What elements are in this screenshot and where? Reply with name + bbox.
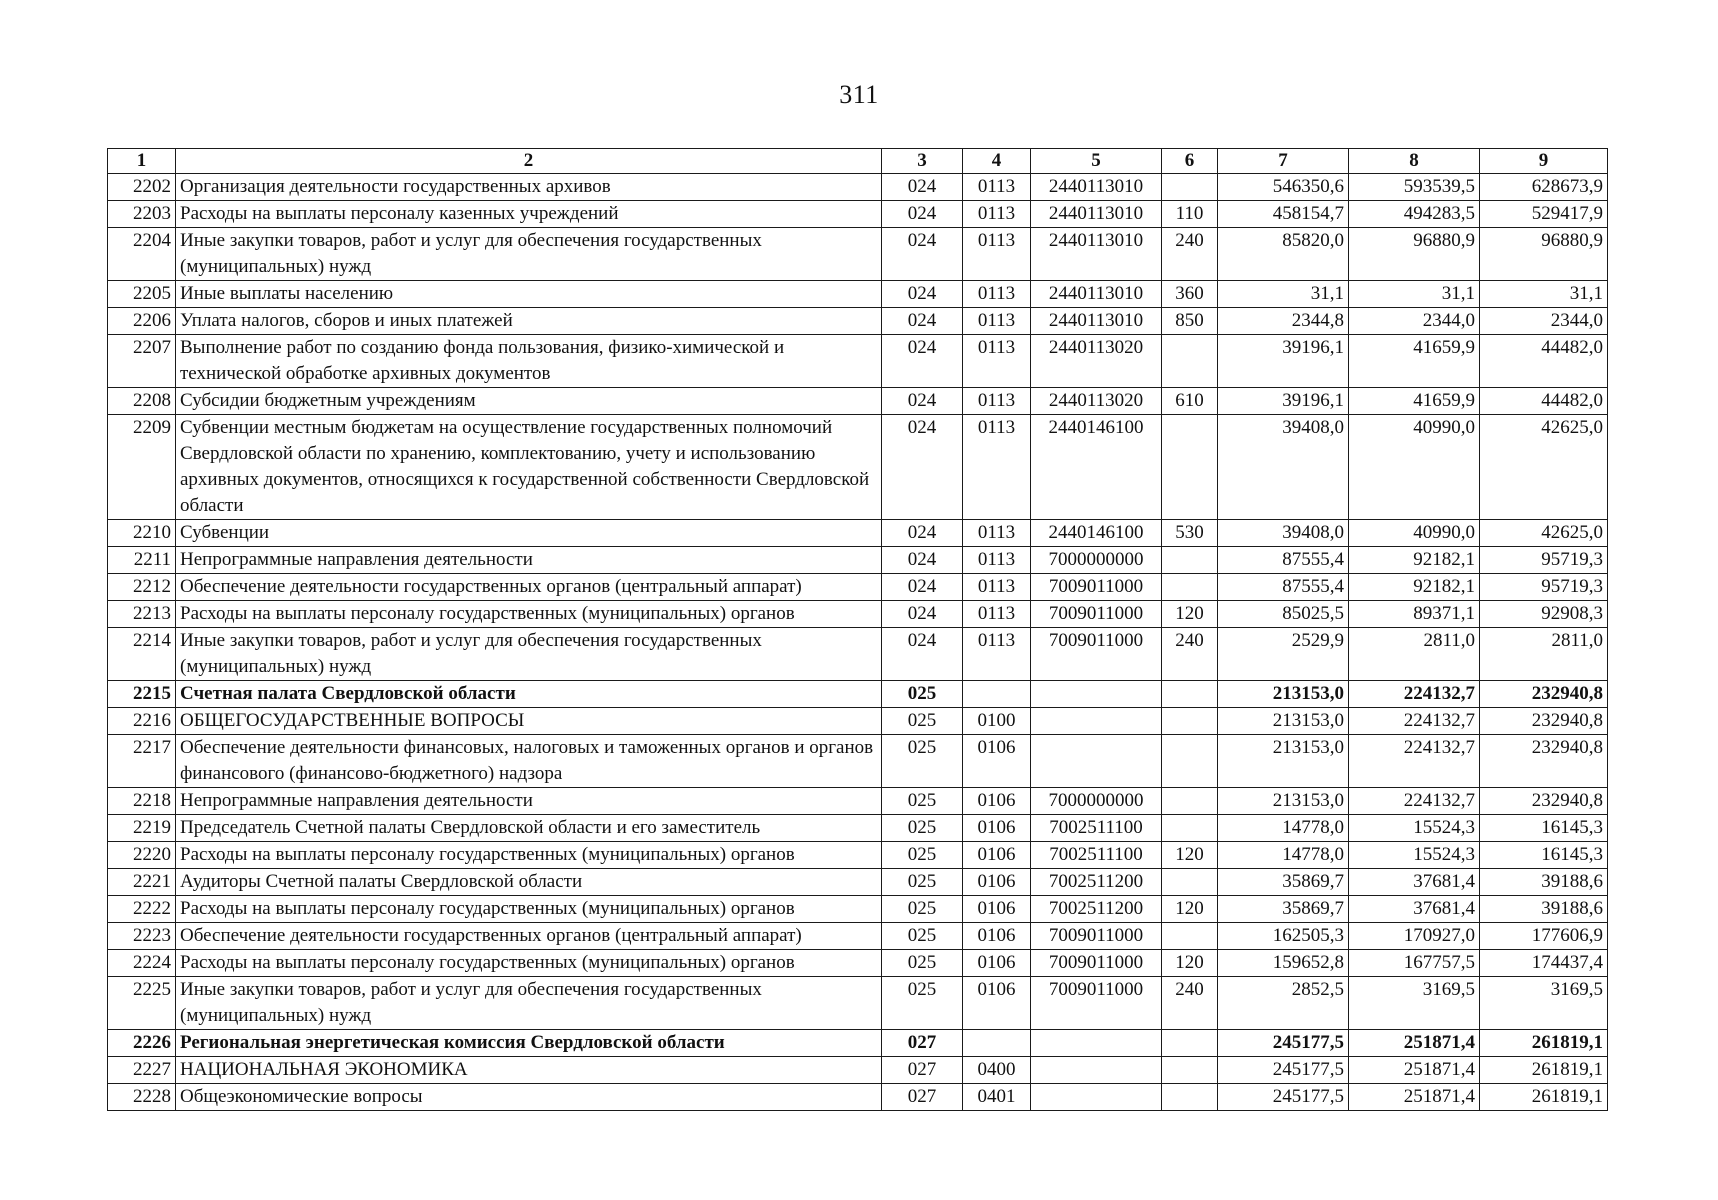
expense-type-code: 610 <box>1162 388 1218 415</box>
ministry-code: 027 <box>882 1084 963 1111</box>
amount-col-7: 213153,0 <box>1218 681 1349 708</box>
amount-col-8: 2344,0 <box>1349 308 1480 335</box>
expense-type-code <box>1162 1084 1218 1111</box>
row-description: Обеспечение деятельности финансовых, налоговых и таможенных органов и органов финансового (финансово-бюджетного) надзора <box>176 735 882 788</box>
row-number: 2225 <box>108 977 176 1030</box>
expense-type-code <box>1162 788 1218 815</box>
expense-type-code: 240 <box>1162 628 1218 681</box>
section-code <box>963 681 1031 708</box>
expense-type-code: 120 <box>1162 896 1218 923</box>
expense-type-code <box>1162 1030 1218 1057</box>
row-number: 2217 <box>108 735 176 788</box>
row-description: Счетная палата Свердловской области <box>176 681 882 708</box>
table-row <box>108 788 1608 815</box>
table-row <box>108 923 1608 950</box>
target-article-code: 2440113010 <box>1031 228 1162 281</box>
row-number: 2202 <box>108 174 176 201</box>
target-article-code: 2440113010 <box>1031 281 1162 308</box>
row-description: ОБЩЕГОСУДАРСТВЕННЫЕ ВОПРОСЫ <box>176 708 882 735</box>
column-header: 4 <box>963 149 1031 174</box>
expense-type-code <box>1162 681 1218 708</box>
expense-type-code: 120 <box>1162 601 1218 628</box>
amount-col-9: 16145,3 <box>1480 842 1608 869</box>
amount-col-7: 245177,5 <box>1218 1057 1349 1084</box>
amount-col-8: 96880,9 <box>1349 228 1480 281</box>
expense-type-code: 120 <box>1162 842 1218 869</box>
ministry-code: 027 <box>882 1030 963 1057</box>
ministry-code: 025 <box>882 815 963 842</box>
table-row <box>108 174 1608 201</box>
section-code: 0106 <box>963 815 1031 842</box>
row-number: 2208 <box>108 388 176 415</box>
amount-col-9: 31,1 <box>1480 281 1608 308</box>
target-article-code <box>1031 681 1162 708</box>
row-description: Аудиторы Счетной палаты Свердловской области <box>176 869 882 896</box>
table-row <box>108 574 1608 601</box>
row-description: Расходы на выплаты персоналу государственных (муниципальных) органов <box>176 601 882 628</box>
amount-col-8: 31,1 <box>1349 281 1480 308</box>
target-article-code: 7002511100 <box>1031 842 1162 869</box>
column-header: 5 <box>1031 149 1162 174</box>
row-description: Субвенции местным бюджетам на осуществление государственных полномочий Свердловской области по хранению, комплектованию, учету и использованию архивных документов, относящихся к государственной собственности Свердловской области <box>176 415 882 520</box>
amount-col-7: 35869,7 <box>1218 896 1349 923</box>
expense-type-code: 360 <box>1162 281 1218 308</box>
row-number: 2215 <box>108 681 176 708</box>
row-number: 2224 <box>108 950 176 977</box>
ministry-code: 025 <box>882 923 963 950</box>
amount-col-9: 3169,5 <box>1480 977 1608 1030</box>
row-description: Субсидии бюджетным учреждениям <box>176 388 882 415</box>
ministry-code: 025 <box>882 708 963 735</box>
amount-col-7: 85025,5 <box>1218 601 1349 628</box>
amount-col-9: 96880,9 <box>1480 228 1608 281</box>
budget-table <box>107 148 1608 1111</box>
amount-col-9: 16145,3 <box>1480 815 1608 842</box>
table-row <box>108 735 1608 788</box>
section-code: 0106 <box>963 923 1031 950</box>
row-number: 2207 <box>108 335 176 388</box>
section-code: 0113 <box>963 520 1031 547</box>
ministry-code: 024 <box>882 281 963 308</box>
target-article-code: 7009011000 <box>1031 628 1162 681</box>
section-code: 0106 <box>963 977 1031 1030</box>
table-row <box>108 201 1608 228</box>
ministry-code: 025 <box>882 869 963 896</box>
table-row <box>108 815 1608 842</box>
ministry-code: 025 <box>882 681 963 708</box>
ministry-code: 024 <box>882 601 963 628</box>
ministry-code: 024 <box>882 520 963 547</box>
section-code: 0113 <box>963 574 1031 601</box>
amount-col-9: 44482,0 <box>1480 388 1608 415</box>
row-description: Иные закупки товаров, работ и услуг для обеспечения государственных (муниципальных) нужд <box>176 977 882 1030</box>
ministry-code: 025 <box>882 950 963 977</box>
amount-col-9: 95719,3 <box>1480 574 1608 601</box>
row-number: 2228 <box>108 1084 176 1111</box>
target-article-code: 2440113010 <box>1031 174 1162 201</box>
ministry-code: 025 <box>882 788 963 815</box>
amount-col-7: 14778,0 <box>1218 815 1349 842</box>
section-code: 0113 <box>963 308 1031 335</box>
table-row <box>108 228 1608 281</box>
section-code: 0401 <box>963 1084 1031 1111</box>
amount-col-9: 261819,1 <box>1480 1057 1608 1084</box>
amount-col-9: 39188,6 <box>1480 869 1608 896</box>
column-header: 1 <box>108 149 176 174</box>
table-row <box>108 388 1608 415</box>
amount-col-7: 14778,0 <box>1218 842 1349 869</box>
amount-col-7: 2344,8 <box>1218 308 1349 335</box>
ministry-code: 025 <box>882 842 963 869</box>
expense-type-code <box>1162 335 1218 388</box>
amount-col-8: 40990,0 <box>1349 520 1480 547</box>
column-header: 7 <box>1218 149 1349 174</box>
section-code: 0106 <box>963 842 1031 869</box>
amount-col-9: 529417,9 <box>1480 201 1608 228</box>
row-number: 2220 <box>108 842 176 869</box>
amount-col-7: 35869,7 <box>1218 869 1349 896</box>
amount-col-8: 251871,4 <box>1349 1084 1480 1111</box>
ministry-code: 024 <box>882 574 963 601</box>
amount-col-8: 224132,7 <box>1349 708 1480 735</box>
table-row <box>108 950 1608 977</box>
expense-type-code <box>1162 415 1218 520</box>
amount-col-8: 167757,5 <box>1349 950 1480 977</box>
amount-col-9: 261819,1 <box>1480 1084 1608 1111</box>
target-article-code: 2440146100 <box>1031 415 1162 520</box>
amount-col-9: 44482,0 <box>1480 335 1608 388</box>
section-code: 0113 <box>963 335 1031 388</box>
row-description: Обеспечение деятельности государственных органов (центральный аппарат) <box>176 574 882 601</box>
section-code <box>963 1030 1031 1057</box>
ministry-code: 024 <box>882 228 963 281</box>
row-number: 2227 <box>108 1057 176 1084</box>
section-code: 0113 <box>963 415 1031 520</box>
row-description: НАЦИОНАЛЬНАЯ ЭКОНОМИКА <box>176 1057 882 1084</box>
row-description: Иные выплаты населению <box>176 281 882 308</box>
expense-type-code: 850 <box>1162 308 1218 335</box>
target-article-code: 7009011000 <box>1031 950 1162 977</box>
row-number: 2212 <box>108 574 176 601</box>
row-description: Непрограммные направления деятельности <box>176 788 882 815</box>
section-code: 0113 <box>963 628 1031 681</box>
expense-type-code <box>1162 1057 1218 1084</box>
ministry-code: 024 <box>882 415 963 520</box>
table-row <box>108 896 1608 923</box>
page-number: 311 <box>839 80 879 109</box>
expense-type-code <box>1162 735 1218 788</box>
table-row <box>108 308 1608 335</box>
amount-col-8: 40990,0 <box>1349 415 1480 520</box>
section-code: 0106 <box>963 788 1031 815</box>
amount-col-8: 494283,5 <box>1349 201 1480 228</box>
amount-col-9: 232940,8 <box>1480 788 1608 815</box>
amount-col-8: 15524,3 <box>1349 842 1480 869</box>
amount-col-8: 41659,9 <box>1349 388 1480 415</box>
target-article-code: 2440113010 <box>1031 308 1162 335</box>
target-article-code: 7009011000 <box>1031 601 1162 628</box>
amount-col-9: 177606,9 <box>1480 923 1608 950</box>
amount-col-9: 232940,8 <box>1480 681 1608 708</box>
expense-type-code <box>1162 708 1218 735</box>
amount-col-9: 261819,1 <box>1480 1030 1608 1057</box>
ministry-code: 025 <box>882 896 963 923</box>
table-row <box>108 628 1608 681</box>
ministry-code: 024 <box>882 174 963 201</box>
ministry-code: 027 <box>882 1057 963 1084</box>
amount-col-8: 92182,1 <box>1349 574 1480 601</box>
target-article-code: 2440113020 <box>1031 388 1162 415</box>
row-description: Организация деятельности государственных архивов <box>176 174 882 201</box>
amount-col-9: 39188,6 <box>1480 896 1608 923</box>
section-code: 0113 <box>963 547 1031 574</box>
row-number: 2203 <box>108 201 176 228</box>
target-article-code: 7000000000 <box>1031 547 1162 574</box>
row-number: 2216 <box>108 708 176 735</box>
expense-type-code <box>1162 174 1218 201</box>
section-code: 0113 <box>963 388 1031 415</box>
target-article-code <box>1031 1084 1162 1111</box>
column-header: 3 <box>882 149 963 174</box>
target-article-code: 7002511100 <box>1031 815 1162 842</box>
table-row <box>108 1030 1608 1057</box>
section-code: 0100 <box>963 708 1031 735</box>
row-description: Непрограммные направления деятельности <box>176 547 882 574</box>
row-description: Расходы на выплаты персоналу государственных (муниципальных) органов <box>176 950 882 977</box>
amount-col-8: 224132,7 <box>1349 735 1480 788</box>
header-row <box>108 149 1608 174</box>
row-description: Иные закупки товаров, работ и услуг для обеспечения государственных (муниципальных) нужд <box>176 228 882 281</box>
amount-col-7: 39196,1 <box>1218 388 1349 415</box>
amount-col-9: 2344,0 <box>1480 308 1608 335</box>
expense-type-code: 240 <box>1162 977 1218 1030</box>
target-article-code: 7000000000 <box>1031 788 1162 815</box>
section-code: 0113 <box>963 601 1031 628</box>
row-number: 2219 <box>108 815 176 842</box>
row-description: Уплата налогов, сборов и иных платежей <box>176 308 882 335</box>
expense-type-code <box>1162 869 1218 896</box>
amount-col-7: 2529,9 <box>1218 628 1349 681</box>
section-code: 0113 <box>963 228 1031 281</box>
amount-col-7: 39196,1 <box>1218 335 1349 388</box>
expense-type-code: 120 <box>1162 950 1218 977</box>
row-number: 2218 <box>108 788 176 815</box>
amount-col-8: 3169,5 <box>1349 977 1480 1030</box>
row-number: 2213 <box>108 601 176 628</box>
row-description: Председатель Счетной палаты Свердловской области и его заместитель <box>176 815 882 842</box>
table-row <box>108 1057 1608 1084</box>
row-description: Расходы на выплаты персоналу государственных (муниципальных) органов <box>176 842 882 869</box>
target-article-code: 7009011000 <box>1031 923 1162 950</box>
target-article-code <box>1031 1057 1162 1084</box>
target-article-code: 7009011000 <box>1031 574 1162 601</box>
row-number: 2204 <box>108 228 176 281</box>
table-row <box>108 681 1608 708</box>
table-row <box>108 547 1608 574</box>
amount-col-7: 39408,0 <box>1218 520 1349 547</box>
ministry-code: 024 <box>882 335 963 388</box>
table-row <box>108 335 1608 388</box>
section-code: 0106 <box>963 735 1031 788</box>
target-article-code: 7009011000 <box>1031 977 1162 1030</box>
row-number: 2221 <box>108 869 176 896</box>
section-code: 0106 <box>963 869 1031 896</box>
target-article-code: 7002511200 <box>1031 896 1162 923</box>
amount-col-8: 92182,1 <box>1349 547 1480 574</box>
row-number: 2226 <box>108 1030 176 1057</box>
amount-col-7: 213153,0 <box>1218 788 1349 815</box>
expense-type-code <box>1162 574 1218 601</box>
amount-col-7: 245177,5 <box>1218 1084 1349 1111</box>
table-row <box>108 708 1608 735</box>
column-header: 6 <box>1162 149 1218 174</box>
table-row <box>108 1084 1608 1111</box>
table-row <box>108 281 1608 308</box>
column-header: 8 <box>1349 149 1480 174</box>
amount-col-9: 42625,0 <box>1480 520 1608 547</box>
expense-type-code <box>1162 547 1218 574</box>
row-description: Общеэкономические вопросы <box>176 1084 882 1111</box>
target-article-code: 2440146100 <box>1031 520 1162 547</box>
amount-col-7: 87555,4 <box>1218 547 1349 574</box>
table-row <box>108 520 1608 547</box>
table-row <box>108 415 1608 520</box>
ministry-code: 024 <box>882 308 963 335</box>
amount-col-8: 89371,1 <box>1349 601 1480 628</box>
row-number: 2211 <box>108 547 176 574</box>
target-article-code <box>1031 1030 1162 1057</box>
expense-type-code <box>1162 923 1218 950</box>
section-code: 0106 <box>963 896 1031 923</box>
amount-col-9: 92908,3 <box>1480 601 1608 628</box>
table-row <box>108 977 1608 1030</box>
amount-col-7: 213153,0 <box>1218 708 1349 735</box>
amount-col-8: 37681,4 <box>1349 896 1480 923</box>
target-article-code: 2440113010 <box>1031 201 1162 228</box>
row-number: 2210 <box>108 520 176 547</box>
ministry-code: 025 <box>882 977 963 1030</box>
expense-type-code: 110 <box>1162 201 1218 228</box>
amount-col-8: 15524,3 <box>1349 815 1480 842</box>
table-row <box>108 601 1608 628</box>
amount-col-7: 2852,5 <box>1218 977 1349 1030</box>
table-row <box>108 842 1608 869</box>
row-number: 2222 <box>108 896 176 923</box>
column-header: 9 <box>1480 149 1608 174</box>
row-description: Иные закупки товаров, работ и услуг для обеспечения государственных (муниципальных) нужд <box>176 628 882 681</box>
amount-col-9: 42625,0 <box>1480 415 1608 520</box>
row-description: Субвенции <box>176 520 882 547</box>
amount-col-7: 87555,4 <box>1218 574 1349 601</box>
amount-col-9: 2811,0 <box>1480 628 1608 681</box>
row-number: 2209 <box>108 415 176 520</box>
amount-col-8: 2811,0 <box>1349 628 1480 681</box>
amount-col-9: 174437,4 <box>1480 950 1608 977</box>
ministry-code: 024 <box>882 547 963 574</box>
row-description: Расходы на выплаты персоналу государственных (муниципальных) органов <box>176 896 882 923</box>
section-code: 0400 <box>963 1057 1031 1084</box>
target-article-code: 7002511200 <box>1031 869 1162 896</box>
ministry-code: 024 <box>882 388 963 415</box>
amount-col-7: 213153,0 <box>1218 735 1349 788</box>
amount-col-9: 232940,8 <box>1480 735 1608 788</box>
table-body <box>108 174 1608 1111</box>
amount-col-9: 232940,8 <box>1480 708 1608 735</box>
row-number: 2206 <box>108 308 176 335</box>
target-article-code <box>1031 708 1162 735</box>
ministry-code: 024 <box>882 201 963 228</box>
target-article-code <box>1031 735 1162 788</box>
amount-col-7: 39408,0 <box>1218 415 1349 520</box>
amount-col-8: 41659,9 <box>1349 335 1480 388</box>
amount-col-7: 458154,7 <box>1218 201 1349 228</box>
amount-col-8: 251871,4 <box>1349 1030 1480 1057</box>
expense-type-code: 240 <box>1162 228 1218 281</box>
amount-col-8: 593539,5 <box>1349 174 1480 201</box>
row-description: Выполнение работ по созданию фонда пользования, физико-химической и технической обработке архивных документов <box>176 335 882 388</box>
amount-col-9: 628673,9 <box>1480 174 1608 201</box>
row-number: 2223 <box>108 923 176 950</box>
row-description: Расходы на выплаты персоналу казенных учреждений <box>176 201 882 228</box>
target-article-code: 2440113020 <box>1031 335 1162 388</box>
section-code: 0106 <box>963 950 1031 977</box>
expense-type-code <box>1162 815 1218 842</box>
table-row <box>108 869 1608 896</box>
row-number: 2214 <box>108 628 176 681</box>
section-code: 0113 <box>963 174 1031 201</box>
row-number: 2205 <box>108 281 176 308</box>
amount-col-7: 546350,6 <box>1218 174 1349 201</box>
expense-type-code: 530 <box>1162 520 1218 547</box>
amount-col-7: 85820,0 <box>1218 228 1349 281</box>
ministry-code: 024 <box>882 628 963 681</box>
amount-col-8: 170927,0 <box>1349 923 1480 950</box>
row-description: Обеспечение деятельности государственных органов (центральный аппарат) <box>176 923 882 950</box>
section-code: 0113 <box>963 201 1031 228</box>
amount-col-7: 245177,5 <box>1218 1030 1349 1057</box>
amount-col-8: 224132,7 <box>1349 681 1480 708</box>
section-code: 0113 <box>963 281 1031 308</box>
amount-col-7: 31,1 <box>1218 281 1349 308</box>
amount-col-7: 159652,8 <box>1218 950 1349 977</box>
row-description: Региональная энергетическая комиссия Свердловской области <box>176 1030 882 1057</box>
amount-col-9: 95719,3 <box>1480 547 1608 574</box>
column-header: 2 <box>176 149 882 174</box>
amount-col-8: 251871,4 <box>1349 1057 1480 1084</box>
ministry-code: 025 <box>882 735 963 788</box>
amount-col-8: 37681,4 <box>1349 869 1480 896</box>
amount-col-7: 162505,3 <box>1218 923 1349 950</box>
amount-col-8: 224132,7 <box>1349 788 1480 815</box>
